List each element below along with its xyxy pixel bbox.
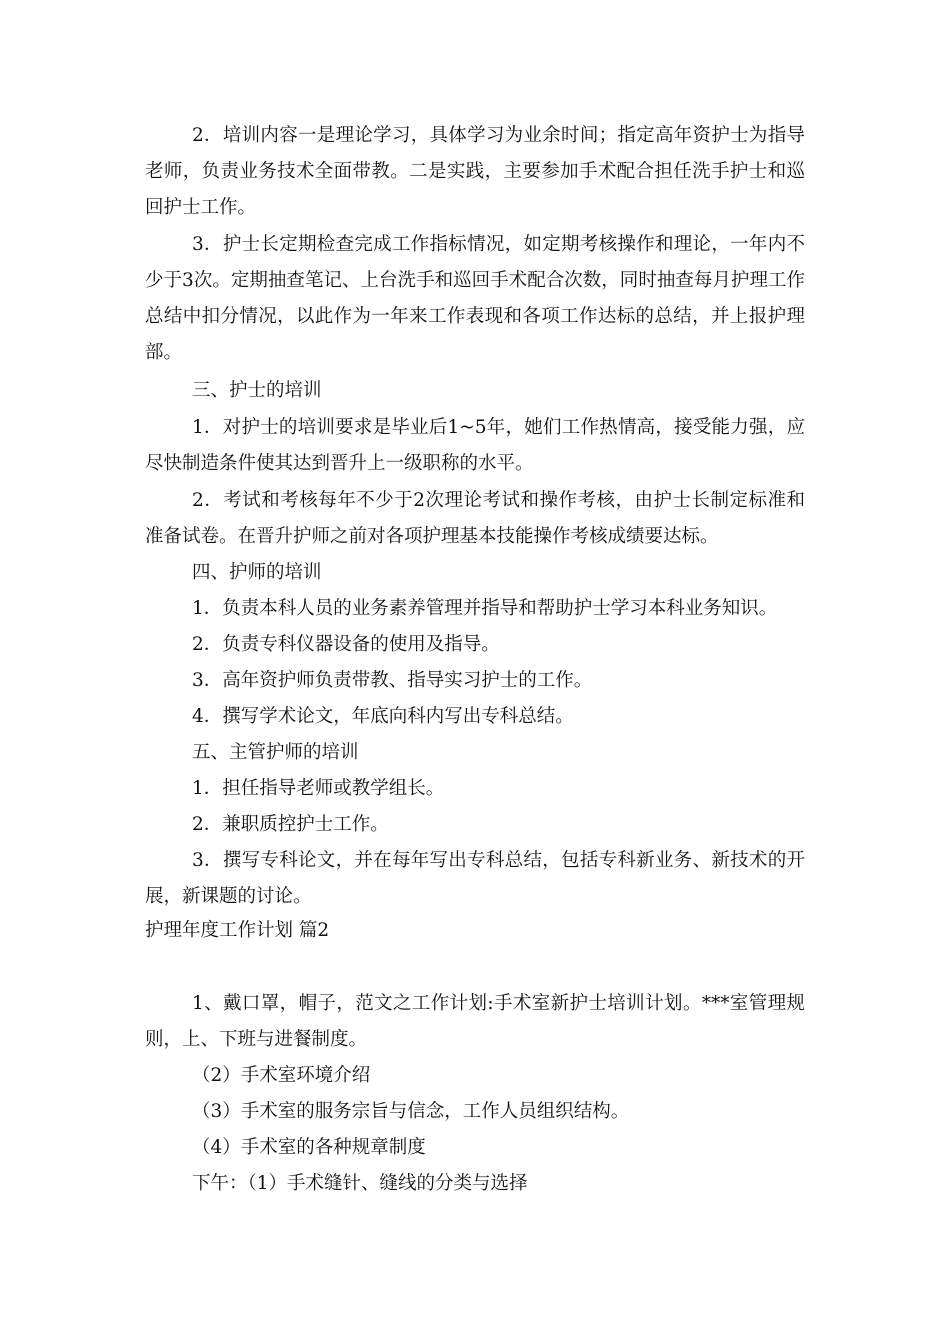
- document-subtitle: 护理年度工作计划 篇2: [145, 920, 330, 941]
- paragraph-charge-2: 2．兼职质控护士工作。: [192, 814, 389, 835]
- paragraph-plan-1: 1、戴口罩，帽子，范文之工作计划:手术室新护士培训计划。***室管理规则，上、下班与进餐制度。: [145, 993, 805, 1050]
- paragraph-senior-2: 2．负责专科仪器设备的使用及指导。: [192, 634, 500, 655]
- paragraph-plan-4: （4）手术室的各种规章制度: [192, 1137, 426, 1158]
- section-heading-senior-nurse-training: 四、护师的培训: [192, 562, 322, 583]
- paragraph-nurse-requirements: 1．对护士的培训要求是毕业后1~5年，她们工作热情高，接受能力强，应尽快制造条件使其达到晋升上一级职称的水平。: [145, 417, 805, 474]
- paragraph-senior-3: 3．高年资护师负责带教、指导实习护士的工作。: [192, 670, 593, 691]
- section-heading-charge-nurse-training: 五、主管护师的培训: [192, 742, 359, 763]
- section-heading-nurse-training: 三、护士的培训: [192, 380, 322, 401]
- paragraph-training-content: 2．培训内容一是理论学习，具体学习为业余时间；指定高年资护士为指导老师，负责业务技术全面带教。二是实践，主要参加手术配合担任洗手护士和巡回护士工作。: [145, 125, 805, 218]
- paragraph-senior-1: 1．负责本科人员的业务素养管理并指导和帮助护士学习本科业务知识。: [192, 598, 778, 619]
- paragraph-afternoon: 下午：（1）手术缝针、缝线的分类与选择: [192, 1173, 528, 1194]
- paragraph-senior-4: 4．撰写学术论文，年底向科内写出专科总结。: [192, 706, 574, 727]
- paragraph-plan-3: （3）手术室的服务宗旨与信念，工作人员组织结构。: [192, 1101, 630, 1122]
- paragraph-plan-2: （2）手术室环境介绍: [192, 1065, 371, 1086]
- paragraph-charge-1: 1．担任指导老师或教学组长。: [192, 778, 445, 799]
- paragraph-exam-assessment: 2．考试和考核每年不少于2次理论考试和操作考核，由护士长制定标准和准备试卷。在晋升护师之前对各项护理基本技能操作考核成绩要达标。: [145, 490, 805, 547]
- paragraph-charge-3: 3．撰写专科论文，并在每年写出专科总结，包括专科新业务、新技术的开展，新课题的讨论。: [145, 850, 805, 907]
- paragraph-head-nurse-check: 3．护士长定期检查完成工作指标情况，如定期考核操作和理论，一年内不少于3次。定期抽查笔记、上台洗手和巡回手术配合次数，同时抽查每月护理工作总结中扣分情况，以此作为一年来工作表现和各项工作达标的总结，并上报护理部。: [145, 234, 805, 363]
